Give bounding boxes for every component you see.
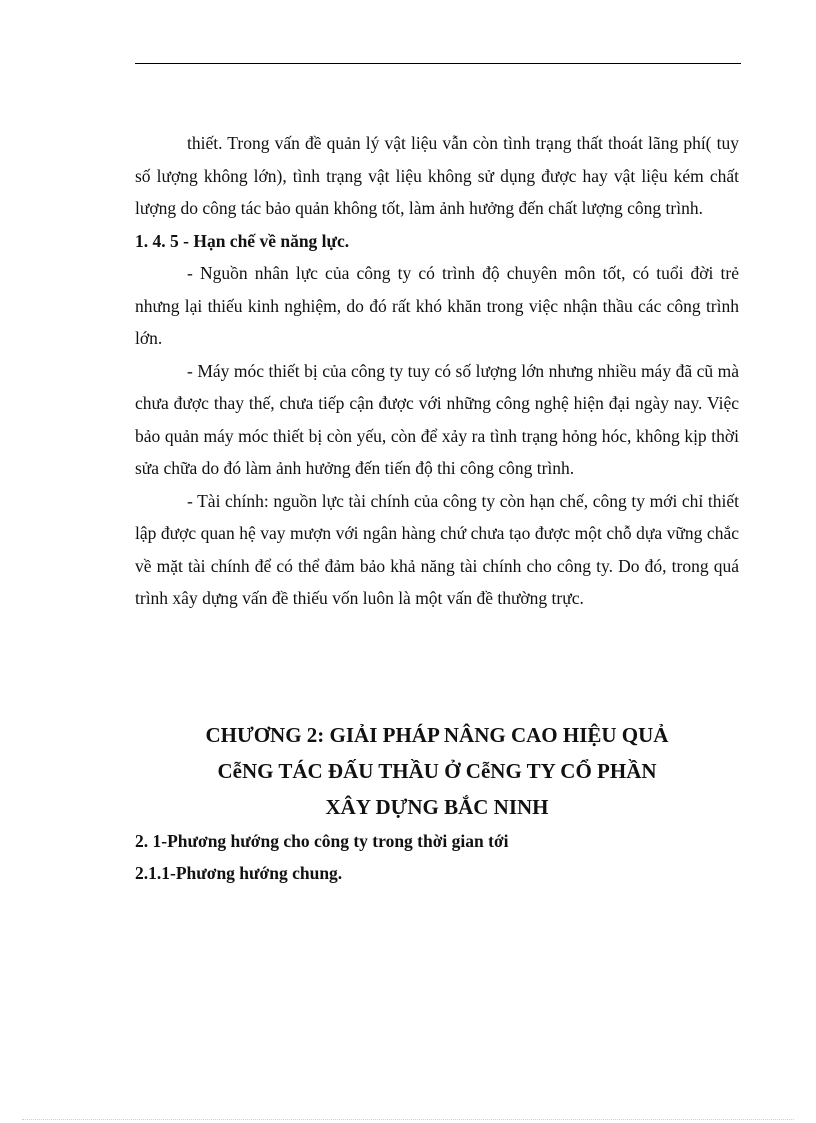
header-rule (135, 63, 741, 64)
paragraph-human-resources: - Nguồn nhân lực của công ty có trình độ chuyên môn tốt, có tuổi đời trẻ nhưng lại thiếu kinh nghiệm, do đó rất khó khăn trong việc nhận thầu các công trình lớn. (135, 263, 739, 348)
footer-rule (22, 1119, 794, 1120)
chapter-title-line-2: CễNG TÁC ĐẤU THẦU Ở CễNG TY CỔ PHẦN (217, 758, 657, 783)
chapter-title-line-3: XÂY DỰNG BẮC NINH (325, 794, 549, 819)
paragraph-finance: - Tài chính: nguồn lực tài chính của công ty còn hạn chế, công ty mới chỉ thiết lập được quan hệ vay mượn với ngân hàng chứ chưa tạo được một chỗ dựa vững chắc về mặt tài chính để có thể đảm bảo khả năng tài chính cho công ty. Do đó, trong quá trình xây dựng vấn đề thiếu vốn luôn là một vấn đề thường trực. (135, 490, 739, 608)
chapter-title-line-1: CHƯƠNG 2: GIẢI PHÁP NÂNG CAO HIỆU QUẢ (205, 722, 669, 747)
section-heading-2-1: 2. 1-Phương hướng cho công ty trong thời gian tới (135, 830, 509, 851)
chapter-title (135, 717, 739, 825)
page-body (135, 127, 739, 890)
paragraph-materials: thiết. Trong vấn đề quản lý vật liệu vẫn còn tình trạng thất thoát lãng phí( tuy số lượng không lớn), tình trạng vật liệu không sử dụng được hay vật liệu kém chất lượng do công tác bảo quản không tốt, làm ảnh hưởng đến chất lượng công trình. (135, 133, 739, 218)
section-heading-1-4-5: 1. 4. 5 - Hạn chế về năng lực. (135, 230, 350, 251)
section-heading-2-1-1: 2.1.1-Phương hướng chung. (135, 863, 343, 883)
paragraph-machinery: - Máy móc thiết bị của công ty tuy có số lượng lớn nhưng nhiều máy đã cũ mà chưa được thay thế, chưa tiếp cận được với những công nghệ hiện đại ngày nay. Việc bảo quản máy móc thiết bị còn yếu, còn để xảy ra tình trạng hỏng hóc, không kịp thời sửa chữa do đó làm ảnh hưởng đến tiến độ thi công công trình. (135, 360, 739, 478)
